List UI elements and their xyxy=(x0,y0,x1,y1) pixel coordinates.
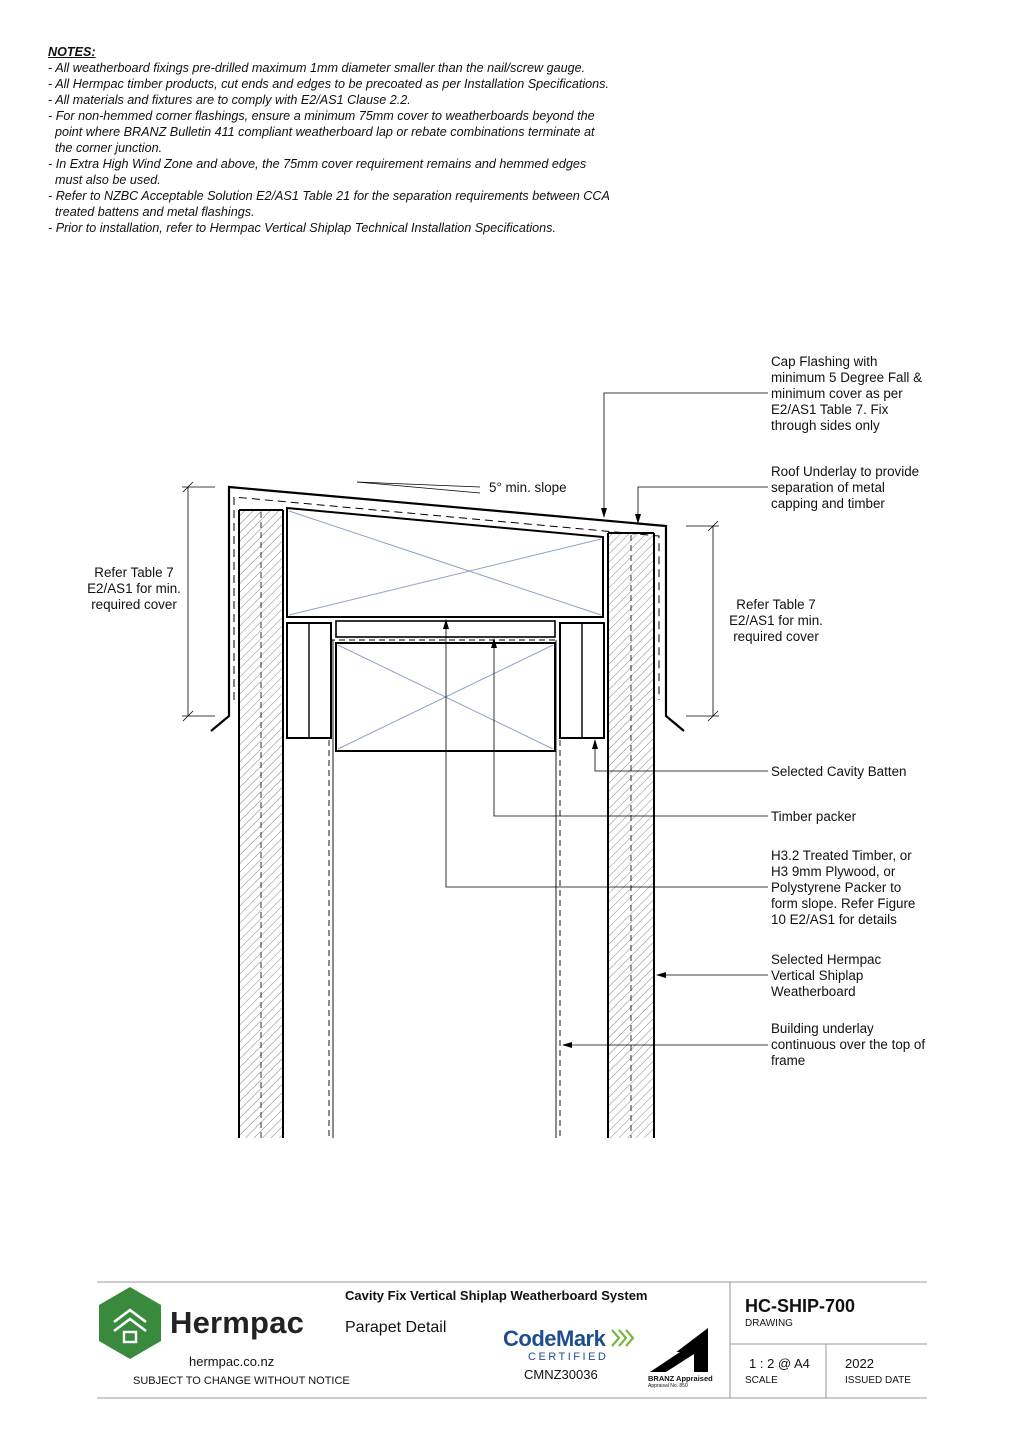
label-line: E2/AS1 Table 7. Fix xyxy=(771,402,889,417)
hermpac-logo-icon xyxy=(99,1287,161,1359)
branz-label: BRANZ Appraised xyxy=(648,1374,713,1383)
slope-indicator xyxy=(357,482,480,493)
scale-value: 1 : 2 @ A4 xyxy=(749,1356,810,1371)
notes-heading: NOTES: xyxy=(48,45,96,59)
left-cavity-batten xyxy=(287,623,331,738)
label-line: Weatherboard xyxy=(771,984,856,999)
website-link[interactable]: hermpac.co.nz xyxy=(189,1354,275,1369)
cert-number: CMNZ30036 xyxy=(524,1367,598,1382)
right-dimension xyxy=(686,521,719,721)
label-line: E2/AS1 for min. xyxy=(729,613,823,628)
codemark-chevron-icon xyxy=(612,1330,633,1346)
right-weatherboard xyxy=(608,533,654,1138)
issued-date-value: 2022 xyxy=(845,1356,874,1371)
scale-label: SCALE xyxy=(745,1375,778,1386)
label-line: required cover xyxy=(91,597,177,612)
left-cover-label xyxy=(78,565,190,613)
note-line: - All weatherboard fixings pre-drilled maximum 1mm diameter smaller than the nail/screw gauge. xyxy=(48,61,586,75)
note-line: - Refer to NZBC Acceptable Solution E2/AS1 Table 21 for the separation requirements between CCA xyxy=(48,189,610,203)
h32-timber-label xyxy=(771,848,915,928)
label-line: minimum cover as per xyxy=(771,386,903,401)
top-plate xyxy=(336,643,555,751)
label-line: separation of metal xyxy=(771,480,885,495)
slope-label xyxy=(489,480,567,496)
issued-date-label: ISSUED DATE xyxy=(845,1375,911,1386)
detail-title: Parapet Detail xyxy=(345,1319,447,1336)
label-line: continuous over the top of xyxy=(771,1037,926,1052)
sloped-packer xyxy=(287,508,603,617)
weatherboard-label xyxy=(771,952,881,1000)
brand-name: Hermpac xyxy=(170,1305,305,1340)
note-line: - In Extra High Wind Zone and above, the 75mm cover requirement remains and hemmed edges xyxy=(48,157,587,171)
label-line: Selected Hermpac xyxy=(771,952,882,967)
building-underlay-label xyxy=(771,1021,925,1069)
codemark-certified: CERTIFIED xyxy=(528,1351,609,1363)
slope-text: 5° min. slope xyxy=(489,480,567,495)
note-line: - Prior to installation, refer to Hermpac Vertical Shiplap Technical Installation Specifications. xyxy=(48,221,556,235)
timber-packer-label xyxy=(771,809,856,825)
label-line: capping and timber xyxy=(771,496,885,511)
branz-logo-icon xyxy=(650,1328,708,1372)
codemark-logo: CodeMark xyxy=(503,1326,606,1351)
label-line: Vertical Shiplap xyxy=(771,968,864,983)
label-line: Polystyrene Packer to xyxy=(771,880,902,895)
label-line: Timber packer xyxy=(771,809,857,824)
roof-underlay-label xyxy=(771,464,919,512)
system-title: Cavity Fix Vertical Shiplap Weatherboard System xyxy=(345,1288,648,1303)
label-line: Building underlay xyxy=(771,1021,874,1036)
note-line: - For non-hemmed corner flashings, ensure a minimum 75mm cover to weatherboards beyond the xyxy=(48,109,595,123)
note-line: - All materials and fixtures are to comply with E2/AS1 Clause 2.2. xyxy=(48,93,411,107)
label-line: H3 9mm Plywood, or xyxy=(771,864,896,879)
label-line: through sides only xyxy=(771,418,880,433)
cavity-batten-label xyxy=(771,764,906,780)
drawing-label: DRAWING xyxy=(745,1318,793,1329)
note-line: the corner junction. xyxy=(48,141,163,155)
right-cavity-batten xyxy=(560,623,604,738)
notice-text: SUBJECT TO CHANGE WITHOUT NOTICE xyxy=(133,1375,350,1387)
label-line: required cover xyxy=(733,629,819,644)
label-line: Roof Underlay to provide xyxy=(771,464,920,479)
label-line: Refer Table 7 xyxy=(736,597,816,612)
label-line: E2/AS1 for min. xyxy=(87,581,181,596)
note-line: must also be used. xyxy=(48,173,161,187)
label-line: Cap Flashing with xyxy=(771,354,878,369)
label-line: Refer Table 7 xyxy=(94,565,174,580)
left-weatherboard xyxy=(239,510,283,1138)
cap-flashing-label xyxy=(771,354,922,434)
note-line: point where BRANZ Bulletin 411 compliant weatherboard lap or rebate combinations terminate at xyxy=(48,125,595,139)
branz-number: Appraisal No. 850 xyxy=(648,1383,688,1389)
label-line: frame xyxy=(771,1053,806,1068)
label-line: 10 E2/AS1 for details xyxy=(771,912,897,927)
drawing-number: HC-SHIP-700 xyxy=(745,1296,856,1316)
label-line: form slope. Refer Figure xyxy=(771,896,916,911)
note-line: - All Hermpac timber products, cut ends and edges to be precoated as per Installation Specifications. xyxy=(48,77,609,91)
label-line: H3.2 Treated Timber, or xyxy=(771,848,912,863)
label-line: minimum 5 Degree Fall & xyxy=(771,370,923,385)
label-line: Selected Cavity Batten xyxy=(771,764,907,779)
right-cover-label xyxy=(719,597,833,645)
note-line: treated battens and metal flashings. xyxy=(48,205,255,219)
